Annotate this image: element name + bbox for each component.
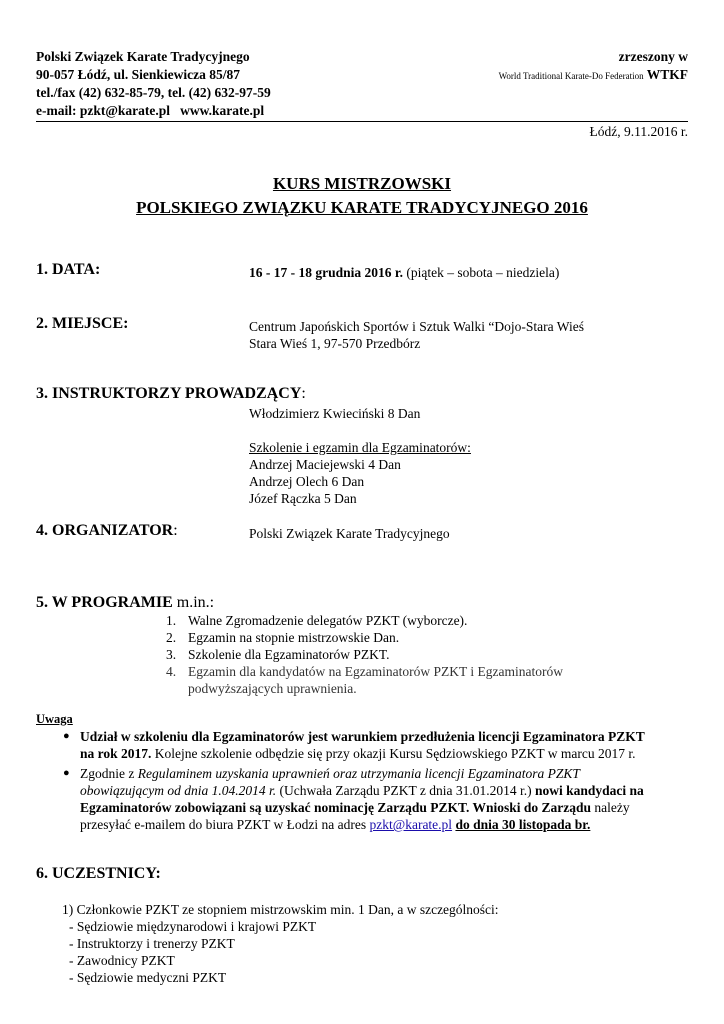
org-phone: tel./fax (42) 632-85-79, tel. (42) 632-97-59 [36, 85, 271, 100]
organizer-value: Polski Związek Karate Tradycyjnego [249, 526, 450, 541]
program-item-num: 4. [166, 664, 177, 679]
federation-abbr: WTKF [646, 67, 688, 82]
federation-line [499, 66, 688, 85]
org-address: 90-057 Łódź, ul. Sienkiewicza 85/87 [36, 67, 241, 82]
org-website: www.karate.pl [180, 103, 265, 118]
title-line-2: POLSKIEGO ZWIĄZKU KARATE TRADYCYJNEGO 2016 [136, 198, 588, 217]
note-1-year: na rok 2017. [80, 746, 152, 761]
program-item: Egzamin na stopnie mistrzowskie Dan. [188, 630, 400, 645]
participant-item: - Sędziowie międzynarodowi i krajowi PZKT [69, 919, 317, 934]
participants-label: 6. UCZESTNICY [36, 865, 156, 882]
note-2-deadline: do dnia 30 listopada br. [455, 817, 591, 832]
program-item-continued: podwyższających uprawnienia. [188, 681, 357, 696]
title-line-1: KURS MISTRZOWSKI [272, 174, 452, 193]
note-2-should: należy [594, 800, 630, 815]
section-participants-heading [36, 865, 161, 883]
instructors-colon: : [301, 385, 306, 402]
org-contact [36, 102, 271, 120]
examiners-heading: Szkolenie i egzamin dla Egzaminatorów: [249, 440, 471, 455]
place-line-1: Centrum Japońskich Sportów i Sztuk Walki “Dojo-Stara Wieś [249, 319, 584, 334]
event-days: (piątek – sobota – niedziela) [406, 265, 560, 280]
note-heading: Uwaga [36, 712, 73, 726]
note-2-new-candidates: nowi kandydaci na [534, 783, 644, 798]
note-2-effective: obowiązującym od dnia 1.04.2014 r. [80, 783, 277, 798]
program-item-num: 2. [166, 630, 177, 645]
note-2-resolution: (Uchwała Zarządu PZKT z dnia 31.01.2014 r.) [279, 783, 532, 798]
section-program-heading [36, 594, 214, 612]
event-dates: 16 - 17 - 18 grudnia 2016 r. [249, 265, 404, 280]
place-line-2: Stara Wieś 1, 97-570 Przedbórz [249, 336, 421, 351]
note-2-line-1 [80, 765, 580, 782]
program-item: Egzamin dla kandydatów na Egzaminatorów PZKT i Egzaminatorów [188, 664, 564, 679]
participants-intro: 1) Członkowie PZKT ze stopniem mistrzowskim min. 1 Dan, a w szczególności: [62, 902, 499, 917]
participant-item: - Zawodnicy PZKT [69, 953, 175, 968]
note-2-regulation: Regulaminem uzyskania uprawnień oraz utrzymania licencji Egzaminatora PZKT [137, 766, 580, 781]
federation-name: World Traditional Karate-Do Federation [498, 71, 644, 81]
examiner-item: Andrzej Maciejewski 4 Dan [249, 457, 401, 472]
header-divider [36, 121, 688, 122]
note-2-line-2 [80, 782, 644, 799]
place-date: Łódź, 9.11.2016 r. [589, 124, 688, 139]
main-instructor: Włodzimierz Kwieciński 8 Dan [249, 406, 421, 421]
instructors-label: 3. INSTRUKTORZY PROWADZĄCY [36, 385, 302, 402]
note-2-line-3 [80, 799, 630, 816]
note-2-line-4 [80, 816, 590, 833]
note-2-send: przesyłać e-mailem do biura PZKT w Łodzi na adres [80, 817, 367, 832]
program-item: Szkolenie dla Egzaminatorów PZKT. [188, 647, 390, 662]
note-2-intro: Zgodnie z [80, 766, 135, 781]
participant-item: - Sędziowie medyczni PZKT [69, 970, 227, 985]
org-name: Polski Związek Karate Tradycyjnego [36, 49, 250, 64]
note-1-line-2 [80, 745, 636, 762]
section-date-value [249, 264, 559, 281]
note-2-email-link[interactable]: pzkt@karate.pl [369, 817, 453, 832]
program-item-num: 3. [166, 647, 177, 662]
note-1-line-1: Udział w szkoleniu dla Egzaminatorów jest warunkiem przedłużenia licencji Egzaminatora PZKT [80, 729, 645, 744]
participant-item: - Instruktorzy i trenerzy PZKT [69, 936, 235, 951]
organizer-colon: : [173, 522, 178, 539]
section-instructors-heading [36, 385, 306, 403]
examiner-item: Józef Rączka 5 Dan [249, 491, 357, 506]
program-label: 5. W PROGRAMIE [36, 594, 173, 611]
bullet-dot-icon: ● [63, 767, 70, 779]
bullet-dot-icon: ● [63, 730, 70, 742]
org-email: pzkt@karate.pl [79, 103, 171, 118]
affiliation-text: zrzeszony w [618, 49, 688, 64]
email-label: e-mail: [36, 103, 77, 118]
participants-colon: : [155, 865, 161, 882]
examiner-item: Andrzej Olech 6 Dan [249, 474, 365, 489]
letterhead-right [499, 48, 688, 85]
section-date-heading: 1. DATA: [36, 261, 101, 278]
letterhead-left [36, 48, 271, 120]
program-suffix: m.in.: [176, 594, 215, 611]
section-place-heading: 2. MIEJSCE: [36, 315, 129, 332]
note-2-nomination: Egzaminatorów zobowiązani są uzyskać nominację Zarządu PZKT. Wnioski do Zarządu [80, 800, 592, 815]
program-item-num: 1. [166, 613, 177, 628]
section-organizer-heading [36, 522, 178, 540]
note-1-rest: Kolejne szkolenie odbędzie się przy okazji Kursu Sędziowskiego PZKT w marcu 2017 r. [154, 746, 636, 761]
program-item: Walne Zgromadzenie delegatów PZKT (wyborcze). [188, 613, 468, 628]
organizer-label: 4. ORGANIZATOR [36, 522, 174, 539]
